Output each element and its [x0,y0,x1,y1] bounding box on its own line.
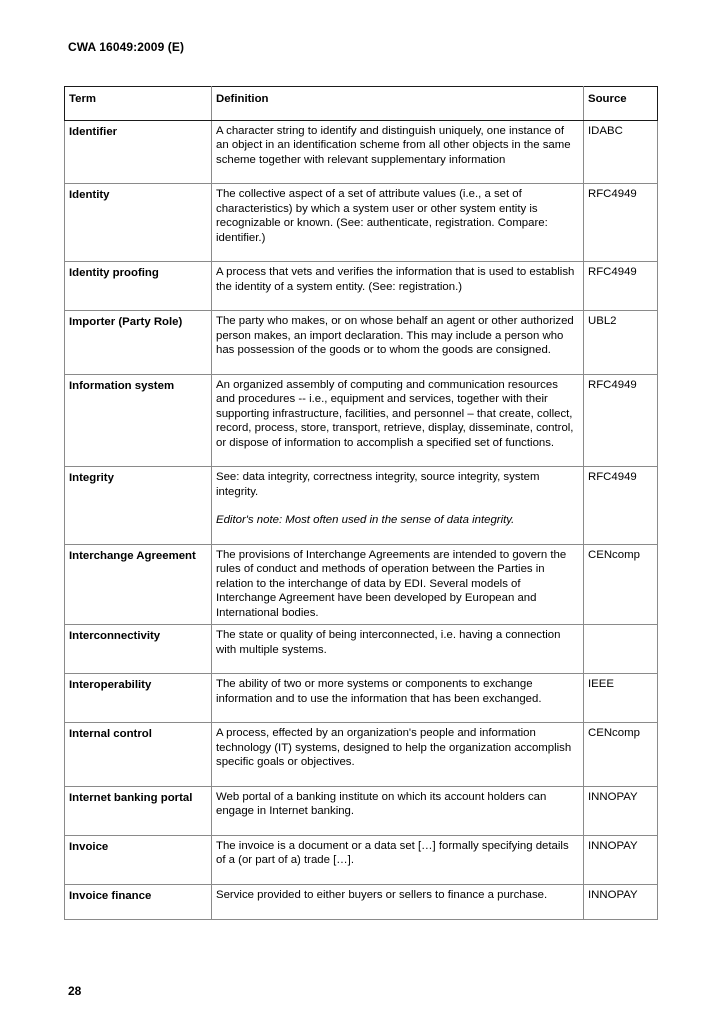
definition-cell: The provisions of Interchange Agreements are intended to govern the rules of conduct and methods of operation between the Parties in relation to the interchange of data by EDI. Several models of Interchange Agreement have been developed by European and International bodies. [212,544,584,625]
term-cell [65,184,212,262]
table-row [65,625,658,674]
source-cell [584,625,658,674]
definition-cell [212,467,584,545]
table-row [65,467,658,545]
source-cell: IDABC [584,120,658,184]
term-cell [65,625,212,674]
term-text: Importer (Party Role) [69,316,183,328]
definition-cell: A process that vets and verifies the information that is used to establish the identity of a system entity. (See: registration.) [212,262,584,311]
table-row [65,544,658,625]
term-cell [65,884,212,920]
column-header-source: Source [584,87,658,121]
term-text: Identity [69,189,110,201]
term-cell [65,674,212,723]
table-row [65,311,658,375]
source-cell: INNOPAY [584,835,658,884]
term-cell [65,374,212,467]
term-text: Integrity [69,472,114,484]
definition-cell: The invoice is a document or a data set […] formally specifying details of a (or part of a) trade […]. [212,835,584,884]
definition-cell: Service provided to either buyers or sellers to finance a purchase. [212,884,584,920]
term-text: Internal control [69,728,152,740]
source-cell: RFC4949 [584,184,658,262]
term-text: Invoice finance [69,889,152,902]
table-row [65,374,658,467]
table-row [65,835,658,884]
table-row [65,674,658,723]
term-text: Invoice [69,840,109,853]
editors-note: Editor's note: Most often used in the sense of data integrity. [216,514,515,526]
column-header-definition: Definition [212,87,584,121]
term-text: Interchange Agreement [69,549,196,562]
source-cell: RFC4949 [584,262,658,311]
column-header-term: Term [65,87,212,121]
term-cell [65,120,212,184]
source-cell: RFC4949 [584,467,658,545]
source-cell: CENcomp [584,544,658,625]
term-cell [65,786,212,835]
term-text: Interconnectivity [69,630,161,642]
definition-cell: Web portal of a banking institute on which its account holders can engage in Internet banking. [212,786,584,835]
definition-text: See: data integrity, correctness integrity, source integrity, system integrity. [216,471,540,498]
table-row [65,120,658,184]
term-cell [65,835,212,884]
definition-cell: A character string to identify and distinguish uniquely, one instance of an object in an identification scheme from all other objects in the same scheme together with relevant supplementary information [212,120,584,184]
term-text: Information system [69,379,175,392]
term-text: Identity proofing [69,267,159,279]
source-cell: UBL2 [584,311,658,375]
definition-cell: The state or quality of being interconnected, i.e. having a connection with multiple systems. [212,625,584,674]
table-header-row [65,87,658,121]
term-cell [65,723,212,787]
definition-cell: An organized assembly of computing and communication resources and procedures -- i.e., equipment and services, together with their supporting infrastructure, facilities, and personnel – that create, collect, record, process, store, transport, retrieve, display, disseminate, control, or dispose of information to accomplish a specified set of functions. [212,374,584,467]
term-cell [65,262,212,311]
term-text: Internet banking portal [69,791,193,804]
definition-cell: The collective aspect of a set of attribute values (i.e., a set of characteristics) by which a system user or other system entity is recognizable or known. (See: authenticate, registration. Compare: identifier.) [212,184,584,262]
page-number: 28 [68,984,82,998]
table-row [65,884,658,920]
source-cell: CENcomp [584,723,658,787]
definition-cell: A process, effected by an organization's people and information technology (IT) systems, designed to help the organization accomplish specific goals or objectives. [212,723,584,787]
source-cell: INNOPAY [584,786,658,835]
term-cell [65,311,212,375]
definition-cell: The party who makes, or on whose behalf an agent or other authorized person makes, an import declaration. This may include a person who has possession of the goods or to whom the goods are consigned. [212,311,584,375]
glossary-table [64,86,658,920]
definition-cell: The ability of two or more systems or components to exchange information and to use the information that has been exchanged. [212,674,584,723]
term-text: Identifier [69,125,118,138]
table-row [65,723,658,787]
term-text: Interoperability [69,679,152,691]
document-header: CWA 16049:2009 (E) [68,40,185,54]
table-row [65,262,658,311]
source-cell: INNOPAY [584,884,658,920]
term-cell [65,467,212,545]
source-cell: IEEE [584,674,658,723]
source-cell: RFC4949 [584,374,658,467]
term-cell [65,544,212,625]
table-row [65,786,658,835]
table-row [65,184,658,262]
